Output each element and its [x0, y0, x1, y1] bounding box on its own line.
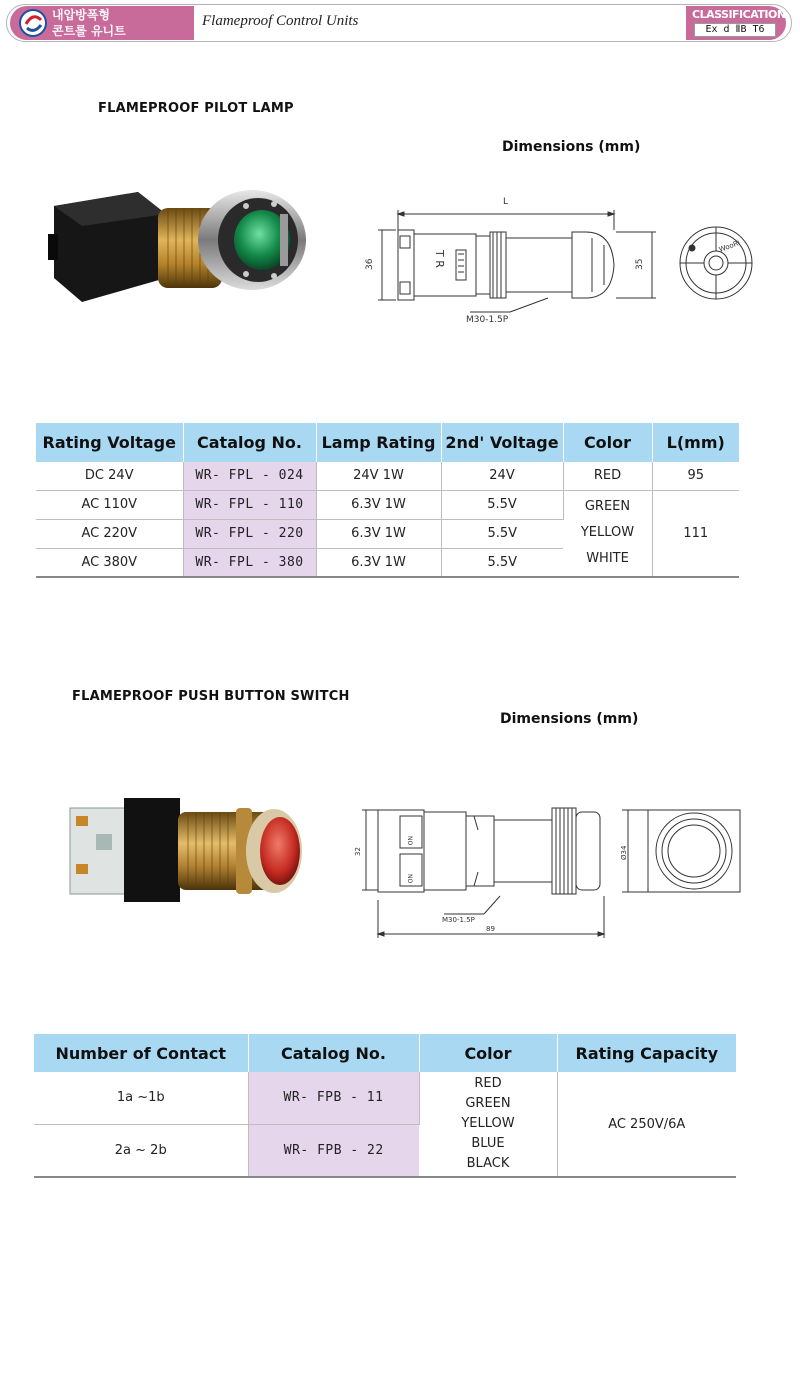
pilot-lamp-section-title: FLAMEPROOF PILOT LAMP — [98, 101, 294, 116]
color-item: YELLOW — [461, 1116, 515, 1131]
lamp-rating-cell: 24V 1W — [316, 462, 441, 490]
column-header: Number of Contact — [34, 1034, 248, 1072]
pilot-lamp-marking: T R — [433, 250, 446, 268]
table-row — [34, 1072, 736, 1124]
contact-label-bottom: NO — [406, 874, 413, 884]
catalog-number-cell: WR- FPL - 220 — [183, 519, 316, 548]
color-item: WHITE — [586, 551, 629, 567]
table-header-row — [34, 1034, 736, 1072]
column-header: 2nd' Voltage — [441, 423, 563, 462]
second-voltage-cell: 5.5V — [441, 519, 563, 548]
push-button-dimensions-title: Dimensions (mm) — [500, 711, 639, 727]
color-cell: RED — [563, 462, 652, 490]
lamp-rating-cell: 6.3V 1W — [316, 548, 441, 577]
catalog-number-cell: WR- FPB - 11 — [248, 1072, 419, 1124]
color-item: BLACK — [466, 1156, 510, 1171]
rating-voltage-cell: DC 24V — [36, 462, 183, 490]
color-item: YELLOW — [580, 525, 635, 541]
column-header: Color — [563, 423, 652, 462]
pilot-lamp-dimensions-title: Dimensions (mm) — [502, 139, 641, 155]
color-list-cell — [563, 490, 652, 577]
lamp-rating-cell: 6.3V 1W — [316, 490, 441, 519]
column-header: Rating Capacity — [557, 1034, 736, 1072]
second-voltage-cell: 5.5V — [441, 490, 563, 519]
contact-number-cell: 2a ~ 2b — [34, 1124, 248, 1177]
second-voltage-cell: 24V — [441, 462, 563, 490]
push-button-dimension-drawing — [350, 800, 750, 940]
length-cell: 111 — [652, 490, 739, 577]
second-voltage-cell: 5.5V — [441, 548, 563, 577]
push-button-height-label: 32 — [354, 847, 362, 856]
company-logo-icon — [18, 8, 48, 38]
lamp-rating-cell: 6.3V 1W — [316, 519, 441, 548]
pilot-lamp-thread-label: M30-1.5P — [466, 315, 509, 325]
rating-voltage-cell: AC 380V — [36, 548, 183, 577]
pilot-lamp-length-label: L — [503, 197, 509, 207]
length-cell: 95 — [652, 462, 739, 490]
color-item: BLUE — [471, 1136, 505, 1151]
column-header: Lamp Rating — [316, 423, 441, 462]
column-header: Catalog No. — [183, 423, 316, 462]
catalog-number-cell: WR- FPL - 380 — [183, 548, 316, 577]
pilot-lamp-table — [36, 423, 739, 578]
color-list-cell — [419, 1072, 557, 1177]
catalog-number-cell: WR- FPB - 22 — [248, 1124, 419, 1177]
header-korean-line1: 내압방폭형 — [52, 8, 110, 22]
page-title: Flameproof Control Units — [202, 13, 359, 29]
push-button-length-label: 89 — [486, 925, 495, 933]
header-korean-line2: 콘트롤 유니트 — [52, 24, 126, 38]
contact-number-cell: 1a ~1b — [34, 1072, 248, 1124]
rating-capacity-cell: AC 250V/6A — [557, 1072, 736, 1177]
column-header: L(mm) — [652, 423, 739, 462]
column-header: Catalog No. — [248, 1034, 419, 1072]
classification-badge: Ex d ⅡB T6 — [694, 23, 776, 37]
push-button-section-title: FLAMEPROOF PUSH BUTTON SWITCH — [72, 689, 350, 704]
classification-label: CLASSIFICATION — [692, 8, 786, 21]
color-item: GREEN — [584, 499, 631, 515]
column-header: Rating Voltage — [36, 423, 183, 462]
pilot-lamp-height-left: 36 — [365, 258, 375, 270]
table-header-row — [36, 423, 739, 462]
catalog-number-cell: WR- FPL - 110 — [183, 490, 316, 519]
column-header: Color — [419, 1034, 557, 1072]
push-button-photo — [66, 794, 306, 912]
table-row — [36, 462, 739, 490]
catalog-number-cell: WR- FPL - 024 — [183, 462, 316, 490]
push-button-thread-label: M30-1.5P — [442, 916, 475, 924]
rating-voltage-cell: AC 110V — [36, 490, 183, 519]
table-row — [36, 490, 739, 519]
color-item: GREEN — [465, 1096, 511, 1111]
contact-label-top: NO — [406, 836, 413, 846]
pilot-lamp-dimension-drawing — [360, 190, 760, 330]
pilot-lamp-photo — [48, 178, 310, 312]
push-button-table — [34, 1034, 736, 1178]
color-item: RED — [474, 1076, 502, 1091]
pilot-lamp-dial-text: WooRi — [717, 238, 742, 254]
pilot-lamp-height-right: 35 — [635, 258, 645, 270]
push-button-diameter-label: Ø34 — [620, 845, 628, 860]
rating-voltage-cell: AC 220V — [36, 519, 183, 548]
